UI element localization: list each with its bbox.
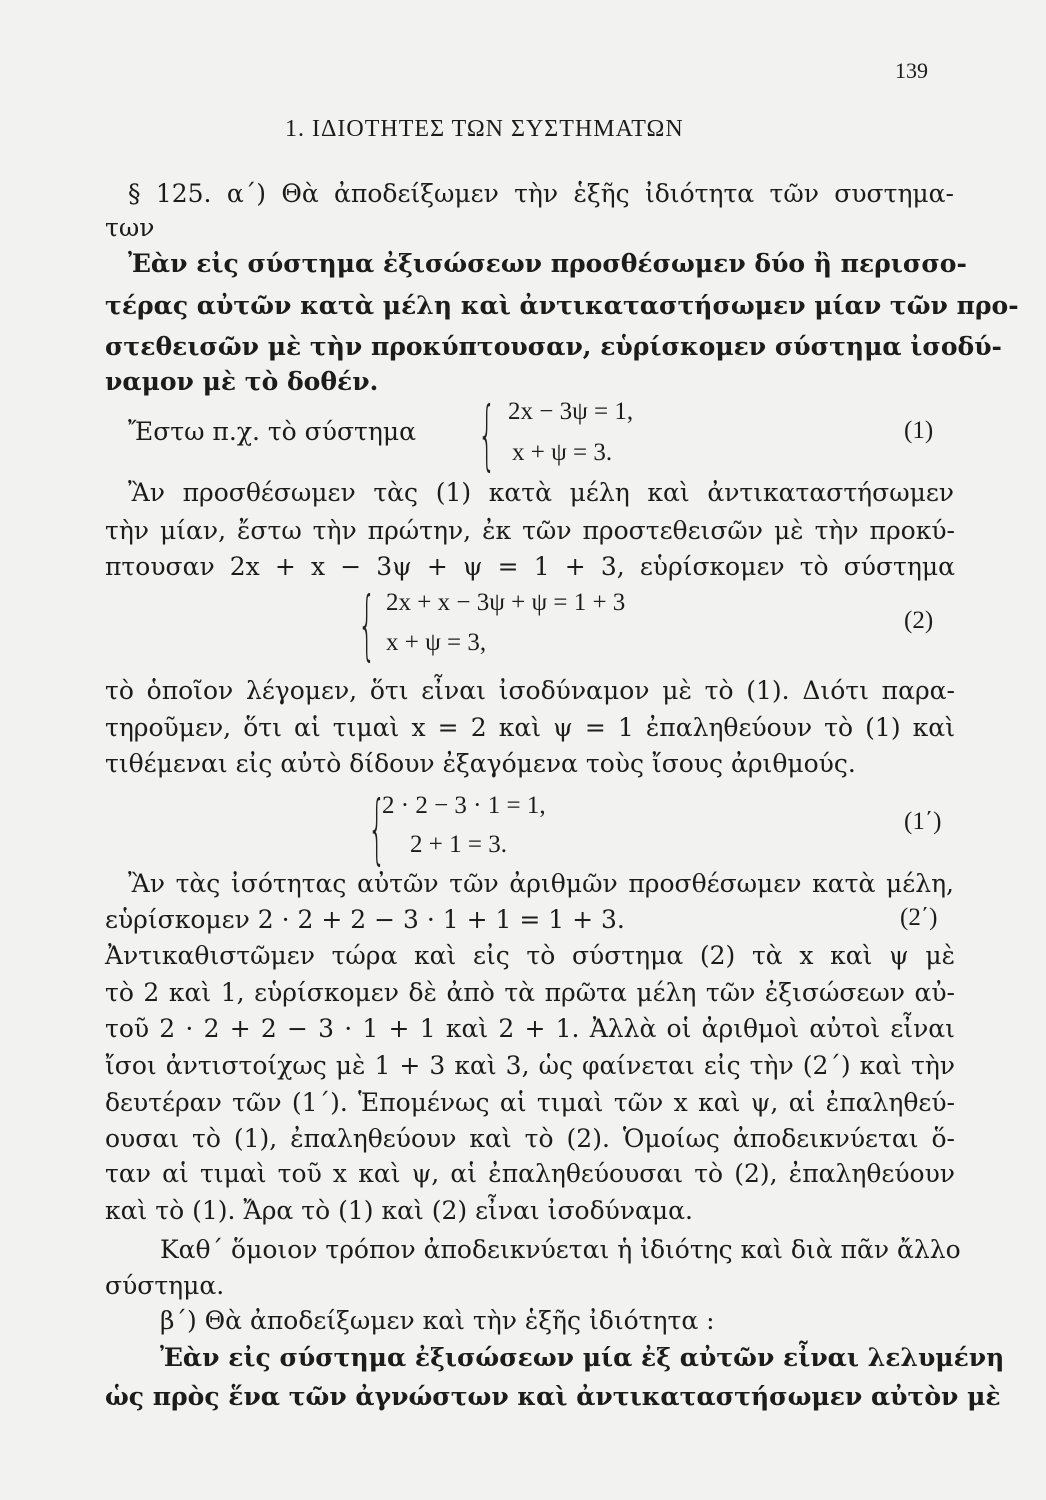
text-line: τηροῦμεν, ὅτι αἱ τιμαὶ x = 2 καὶ ψ = 1 ἐπαληθεύουν τὸ (1) καὶ	[105, 713, 955, 742]
theorem-b-line: Ἐὰν εἰς σύστημα ἐξισώσεων μία ἐξ αὐτῶν εἶναι λελυμένη	[160, 1343, 1005, 1372]
intro-line-2: των	[105, 213, 155, 242]
text-line: Ἂν προσθέσωμεν τὰς (1) κατὰ μέλη καὶ ἀντικαταστήσωμεν	[128, 478, 954, 507]
text-line: δευτέραν τῶν (1΄). Ἑπομένως αἱ τιμαὶ τῶν x καὶ ψ, αἱ ἐπαληθεύ-	[105, 1088, 955, 1117]
equation-label: (2)	[904, 607, 934, 634]
text-line: πτουσαν 2x + x − 3ψ + ψ = 1 + 3, εὑρίσκομεν τὸ σύστημα	[105, 552, 955, 581]
theorem-b-line: ὡς πρὸς ἕνα τῶν ἀγνώστων καὶ ἀντικαταστήσωμεν αὐτὸν μὲ	[105, 1382, 1001, 1411]
text-line: τιθέμεναι εἰς αὐτὸ δίδουν ἐξαγόμενα τοὺς ἴσους ἀριθμούς.	[105, 749, 856, 778]
text-line: σύστημα.	[105, 1271, 225, 1300]
equation: x + ψ = 3,	[386, 629, 487, 656]
text-line: Καθ΄ ὅμοιον τρόπον ἀποδεικνύεται ἡ ἰδιότης καὶ διὰ πᾶν ἄλλο	[160, 1235, 961, 1264]
text-line: ἴσοι ἀντιστοίχως μὲ 1 + 3 καὶ 3, ὡς φαίνεται εἰς τὴν (2΄) καὶ τὴν	[105, 1051, 955, 1080]
equation: 2x + x − 3ψ + ψ = 1 + 3	[386, 589, 626, 616]
left-brace: {	[368, 786, 386, 874]
equation: 2 + 1 = 3.	[410, 831, 507, 858]
text-line: καὶ τὸ (1). Ἄρα τὸ (1) καὶ (2) εἶναι ἰσοδύναμα.	[105, 1196, 693, 1225]
theorem-a-line: στεθεισῶν μὲ τὴν προκύπτουσαν, εὑρίσκομεν σύστημα ἰσοδύ-	[105, 332, 1002, 361]
intro-line-1: § 125. α΄) Θὰ ἀποδείξωμεν τὴν ἑξῆς ἰδιότητα τῶν συστημα-	[128, 179, 954, 208]
theorem-a-line: τέρας αὐτῶν κατὰ μέλη καὶ ἀντικαταστήσωμεν μίαν τῶν προ-	[105, 291, 1019, 320]
text-line: τὸ ὁποῖον λέγομεν, ὅτι εἶναι ἰσοδύναμον μὲ τὸ (1). Διότι παρα-	[105, 676, 955, 705]
equation-label: (1)	[904, 417, 934, 444]
page-number: 139	[895, 58, 928, 83]
section-heading: 1. ΙΔΙΟΤΗΤΕΣ ΤΩΝ ΣΥΣΤΗΜΑΤΩΝ	[285, 116, 684, 142]
intro-b: β΄) Θὰ ἀποδείξωμεν καὶ τὴν ἑξῆς ἰδιότητα :	[160, 1306, 715, 1335]
example-intro: Ἔστω π.χ. τὸ σύστημα	[128, 417, 416, 446]
text-line: ταν αἱ τιμαὶ τοῦ x καὶ ψ, αἱ ἐπαληθεύουσαι τὸ (2), ἐπαληθεύουν	[105, 1159, 955, 1188]
paragraph-4-line-2: εὑρίσκομεν 2 · 2 + 2 − 3 · 1 + 1 = 1 + 3.	[105, 905, 625, 934]
left-brace: {	[358, 582, 376, 670]
equation: 2x − 3ψ = 1,	[508, 398, 634, 425]
text-line: τὴν μίαν, ἔστω τὴν πρώτην, ἐκ τῶν προστεθεισῶν μὲ τὴν προκύ-	[105, 516, 955, 545]
text-line: ουσαι τὸ (1), ἐπαληθεύουν καὶ τὸ (2). Ὁμοίως ἀποδεικνύεται ὅ-	[105, 1124, 955, 1153]
theorem-a-line: ναμον μὲ τὸ δοθέν.	[105, 367, 379, 396]
equation: x + ψ = 3.	[512, 439, 613, 466]
text-line: τοῦ 2 · 2 + 2 − 3 · 1 + 1 καὶ 2 + 1. Ἀλλὰ οἱ ἀριθμοὶ αὐτοὶ εἶναι	[105, 1014, 955, 1043]
theorem-a-line: Ἐὰν εἰς σύστημα ἐξισώσεων προσθέσωμεν δύο ἢ περισσο-	[128, 249, 967, 278]
text-line: τὸ 2 καὶ 1, εὑρίσκομεν δὲ ἀπὸ τὰ πρῶτα μέλη τῶν ἐξισώσεων αὐ-	[105, 978, 955, 1007]
equation: 2 · 2 − 3 · 1 = 1,	[382, 792, 546, 819]
left-brace: {	[478, 392, 496, 480]
equation-label: (1΄)	[904, 808, 942, 835]
paragraph-4-line-1: Ἂν τὰς ἰσότητας αὐτῶν τῶν ἀριθμῶν προσθέσωμεν κατὰ μέλη,	[128, 869, 954, 898]
text-line: Ἀντικαθιστῶμεν τώρα καὶ εἰς τὸ σύστημα (2) τὰ x καὶ ψ μὲ	[105, 941, 955, 970]
equation-label: (2΄)	[900, 904, 938, 931]
